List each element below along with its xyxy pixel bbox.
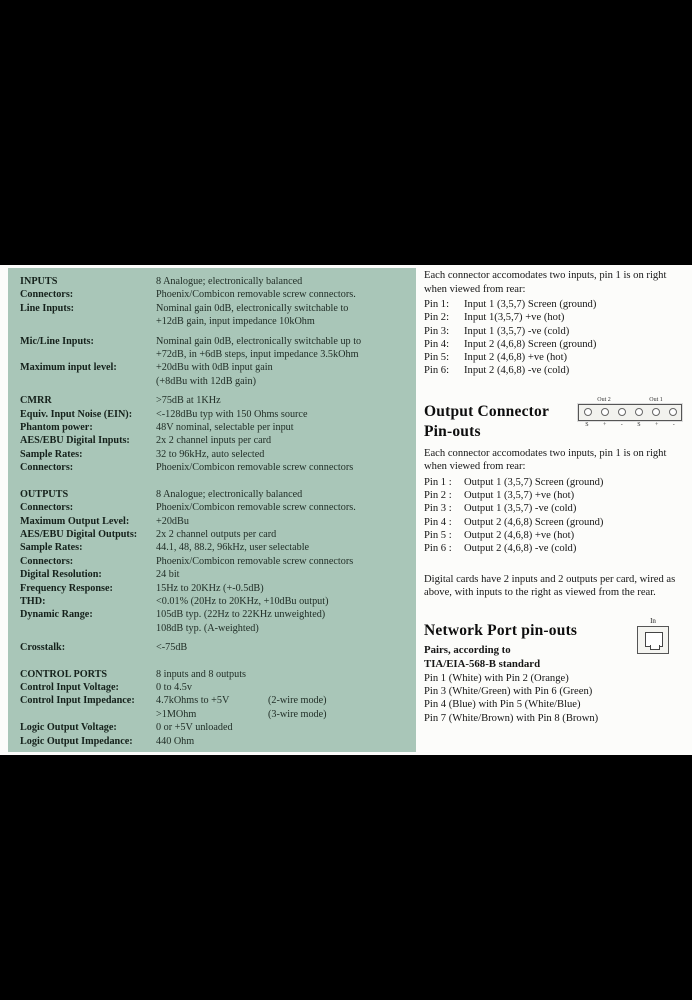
network-port-icon-label: In (650, 616, 656, 625)
spec-row (20, 582, 412, 595)
pin-number: Pin 3 : (424, 503, 452, 515)
network-pair-list (424, 672, 684, 726)
spec-value (156, 694, 412, 721)
spec-value-line: 8 Analogue; electronically balanced (156, 488, 303, 500)
spec-label: CMRR (20, 395, 52, 407)
spec-value-line: 15Hz to 20KHz (+-0.5dB) (156, 582, 264, 594)
spec-row (20, 721, 412, 734)
spec-label: Frequency Response: (20, 582, 113, 594)
spec-row (20, 555, 412, 568)
spec-value (156, 568, 412, 581)
spec-label: Control Input Impedance: (20, 695, 135, 707)
pin-description: Input 1 (3,5,7) Screen (ground) (464, 299, 597, 310)
connector-terminal-label: + (602, 421, 607, 428)
spec-row (20, 461, 412, 474)
spec-value-line (156, 694, 412, 707)
spec-value (156, 595, 412, 608)
spec-value-line: <-128dBu typ with 150 Ohms source (156, 408, 308, 420)
spec-value-line: 2x 2 channel inputs per card (156, 435, 272, 447)
pin-number: Pin 1: (424, 299, 450, 310)
spec-label: Line Inputs: (20, 302, 75, 314)
spec-row (20, 408, 412, 421)
spec-label: Digital Resolution: (20, 569, 102, 581)
spec-row (20, 515, 412, 528)
spec-row (20, 434, 412, 447)
connector-terminal-label: S (637, 421, 641, 428)
spec-value (156, 668, 412, 681)
connector-terminal-label: - (620, 421, 623, 428)
spec-row (20, 595, 412, 608)
pin-description: Input 2 (4,6,8) +ve (hot) (464, 352, 568, 364)
connector-top-labels (578, 396, 682, 404)
digital-cards-note: Digital cards have 2 inputs and 2 outputs per card, wired as above, with inputs to the right as viewed from the rear. (424, 573, 676, 599)
spec-label: AES/EBU Digital Inputs: (20, 435, 130, 447)
spec-row (20, 275, 412, 288)
spec-value (156, 541, 412, 554)
connector-terminal (669, 408, 677, 416)
pin-row (424, 489, 684, 502)
spec-value-line: 32 to 96kHz, auto selected (156, 448, 265, 460)
pin-number: Pin 1 : (424, 476, 452, 488)
spec-section-outputs (20, 488, 412, 655)
spec-value-note: (2-wire mode) (268, 695, 327, 707)
spec-label: Sample Rates: (20, 448, 83, 460)
network-port-icon (636, 617, 670, 654)
spec-value-line: Phoenix/Combicon removable screw connectors (156, 555, 354, 567)
spec-value-line: 44.1, 48, 88.2, 96kHz, user selectable (156, 542, 310, 554)
pin-row (424, 542, 684, 555)
spec-value (156, 501, 412, 514)
spec-label: Control Input Voltage: (20, 681, 119, 693)
spec-row (20, 528, 412, 541)
spec-row (20, 288, 412, 301)
connector-terminal (618, 408, 626, 416)
spec-label: Connectors: (20, 289, 74, 301)
spec-label: Maximum Output Level: (20, 515, 130, 527)
pin-description: Input 2 (4,6,8) -ve (cold) (464, 365, 570, 377)
connector-terminal-label: + (654, 421, 659, 428)
pin-row (424, 364, 684, 377)
pin-row (424, 298, 684, 311)
pin-description: Output 2 (4,6,8) -ve (cold) (464, 543, 577, 555)
spec-value (156, 641, 412, 654)
network-pair-row: Pin 3 (White/Green) with Pin 6 (Green) (424, 685, 593, 697)
spec-value (156, 582, 412, 595)
pin-row (424, 325, 684, 338)
spec-label: Phantom power: (20, 422, 93, 434)
spec-value (156, 408, 412, 421)
spec-label: CONTROL PORTS (20, 668, 108, 680)
connector-terminal (601, 408, 609, 416)
spec-row (20, 302, 412, 329)
connector-body (578, 404, 682, 421)
spec-label: Dynamic Range: (20, 609, 93, 621)
spec-value (156, 461, 412, 474)
pin-row (424, 476, 684, 489)
spec-value (156, 288, 412, 301)
input-pin-list (424, 298, 684, 378)
spec-value (156, 528, 412, 541)
spec-value-line: 0 to 4.5v (156, 681, 192, 693)
pin-number: Pin 3: (424, 325, 450, 337)
spec-value (156, 335, 412, 362)
spec-value-line: 105dB typ. (22Hz to 22KHz unweighted) (156, 609, 326, 621)
spec-value (156, 421, 412, 434)
spec-value-part: >1MOhm (156, 708, 197, 720)
spec-section-control-ports (20, 668, 412, 748)
spec-value-line: 24 bit (156, 569, 180, 581)
network-heading-block (424, 616, 684, 641)
spec-row (20, 501, 412, 514)
spec-value (156, 515, 412, 528)
spec-section-inputs (20, 275, 412, 475)
spec-value (156, 721, 412, 734)
spec-value-line: 8 Analogue; electronically balanced (156, 276, 303, 287)
rj45-jack-icon (637, 626, 669, 654)
spec-label: Maximum input level: (20, 362, 117, 374)
input-pinout-intro: Each connector accomodates two inputs, pin 1 is on right when viewed from rear: (424, 270, 667, 295)
spec-row (20, 448, 412, 461)
spec-row (20, 488, 412, 501)
spec-value (156, 488, 412, 501)
connector-terminal-label: S (585, 421, 589, 428)
spec-row (20, 421, 412, 434)
spec-value-line (156, 708, 412, 721)
output-connector-heading-line2: Pin-outs (424, 422, 481, 440)
spec-row (20, 361, 412, 388)
spec-value-line: Phoenix/Combicon removable screw connectors. (156, 502, 356, 514)
spec-row (20, 608, 412, 635)
network-pair-row: Pin 1 (White) with Pin 2 (Orange) (424, 672, 569, 684)
network-pairs-subheading-line2: TIA/EIA-568-B standard (424, 657, 541, 670)
spec-value (156, 735, 412, 748)
spec-value (156, 555, 412, 568)
pin-row (424, 351, 684, 364)
spec-value-line: 2x 2 channel outputs per card (156, 528, 277, 540)
spec-value-line: +72dB, in +6dB steps, input impedance 3.5kOhm (156, 349, 359, 361)
pin-description: Input 1(3,5,7) +ve (hot) (464, 312, 565, 324)
pin-number: Pin 4: (424, 338, 450, 350)
spec-row (20, 668, 412, 681)
pin-number: Pin 6: (424, 365, 450, 377)
pin-description: Output 1 (3,5,7) -ve (cold) (464, 503, 577, 515)
spec-value-part: 4.7kOhms to +5V (156, 695, 230, 707)
spec-value (156, 275, 412, 288)
spec-value-line: +20dBu with 0dB input gain (156, 362, 273, 374)
pin-row (424, 529, 684, 542)
spec-value-line: 48V nominal, selectable per input (156, 422, 294, 434)
pin-number: Pin 2: (424, 312, 450, 324)
spec-value-line: 0 or +5V unloaded (156, 722, 233, 734)
pin-number: Pin 2 : (424, 490, 452, 502)
connector-terminal (635, 408, 643, 416)
spec-panel (8, 268, 416, 752)
connector-out2-label: Out 2 (597, 396, 611, 403)
connector-terminal (652, 408, 660, 416)
spec-value-line: +20dBu (156, 515, 189, 527)
spec-value-line: >75dB at 1KHz (156, 395, 221, 407)
spec-value-line: Nominal gain 0dB, electronically switchable up to (156, 335, 362, 347)
spec-value (156, 608, 412, 635)
connector-terminal (584, 408, 592, 416)
pin-description: Input 2 (4,6,8) Screen (ground) (464, 338, 597, 350)
spec-label: Logic Output Impedance: (20, 735, 133, 747)
spec-label: INPUTS (20, 276, 58, 287)
spec-row (20, 568, 412, 581)
spec-label: THD: (20, 595, 46, 607)
spec-value-line: <-75dB (156, 642, 188, 654)
pin-row (424, 311, 684, 324)
spec-value (156, 434, 412, 447)
spec-value (156, 302, 412, 329)
spec-value-line: Nominal gain 0dB, electronically switchable to (156, 302, 349, 314)
output-connector-diagram (578, 396, 682, 429)
output-pin-list (424, 476, 684, 556)
spec-label: Connectors: (20, 502, 74, 514)
spec-label: Equiv. Input Noise (EIN): (20, 408, 133, 420)
spec-label: Connectors: (20, 462, 74, 474)
connector-out1-label: Out 1 (649, 396, 663, 403)
document-page (0, 265, 692, 755)
pin-row (424, 338, 684, 351)
spec-value (156, 681, 412, 694)
network-port-heading: Network Port pin-outs (424, 621, 578, 639)
connector-terminal-label: - (672, 421, 675, 428)
spec-label: Sample Rates: (20, 542, 83, 554)
pin-description: Output 1 (3,5,7) +ve (hot) (464, 490, 575, 502)
spec-label: Mic/Line Inputs: (20, 335, 94, 347)
pin-number: Pin 4 : (424, 516, 452, 528)
spec-value-line: (+8dBu with 12dB gain) (156, 375, 256, 387)
spec-row (20, 541, 412, 554)
spec-row (20, 681, 412, 694)
pin-number: Pin 5 : (424, 529, 452, 541)
spec-value-line: Phoenix/Combicon removable screw connectors. (156, 289, 356, 301)
spec-row (20, 694, 412, 721)
spec-row (20, 641, 412, 654)
pin-number: Pin 6 : (424, 543, 452, 555)
spec-row (20, 335, 412, 362)
spec-value (156, 394, 412, 407)
spec-row (20, 735, 412, 748)
spec-value-line: 108dB typ. (A-weighted) (156, 622, 259, 634)
spec-label: Logic Output Voltage: (20, 722, 117, 734)
pin-description: Output 2 (4,6,8) Screen (ground) (464, 516, 604, 528)
output-connector-heading-block (424, 396, 684, 442)
output-connector-heading-line1: Output Connector (424, 402, 550, 420)
pin-description: Output 1 (3,5,7) Screen (ground) (464, 476, 604, 488)
spec-value-line: <0.01% (20Hz to 20KHz, +10dBu output) (156, 595, 329, 607)
spec-label: Crosstalk: (20, 642, 66, 654)
pin-number: Pin 5: (424, 352, 450, 364)
network-pairs-subheading-line1: Pairs, according to (424, 643, 511, 656)
pin-description: Output 2 (4,6,8) +ve (hot) (464, 529, 575, 541)
output-pinout-intro: Each connector accomodates two inputs, pin 1 is on right when viewed from rear: (424, 447, 667, 473)
spec-label: AES/EBU Digital Outputs: (20, 528, 138, 540)
pinout-column (424, 269, 684, 725)
spec-value-line: Phoenix/Combicon removable screw connectors (156, 462, 354, 474)
spec-value-line: 440 Ohm (156, 735, 195, 747)
connector-bottom-labels (578, 421, 682, 429)
pin-description: Input 1 (3,5,7) -ve (cold) (464, 325, 570, 337)
spec-row (20, 394, 412, 407)
spec-value-note: (3-wire mode) (268, 708, 327, 720)
spec-value-line: 8 inputs and 8 outputs (156, 668, 246, 680)
network-pair-row: Pin 7 (White/Brown) with Pin 8 (Brown) (424, 712, 599, 724)
spec-value-line: +12dB gain, input impedance 10kOhm (156, 316, 315, 328)
spec-value (156, 361, 412, 388)
network-pair-row: Pin 4 (Blue) with Pin 5 (White/Blue) (424, 699, 581, 711)
pin-row (424, 516, 684, 529)
spec-value (156, 448, 412, 461)
spec-label: OUTPUTS (20, 488, 69, 500)
pin-row (424, 502, 684, 515)
spec-label: Connectors: (20, 555, 74, 567)
